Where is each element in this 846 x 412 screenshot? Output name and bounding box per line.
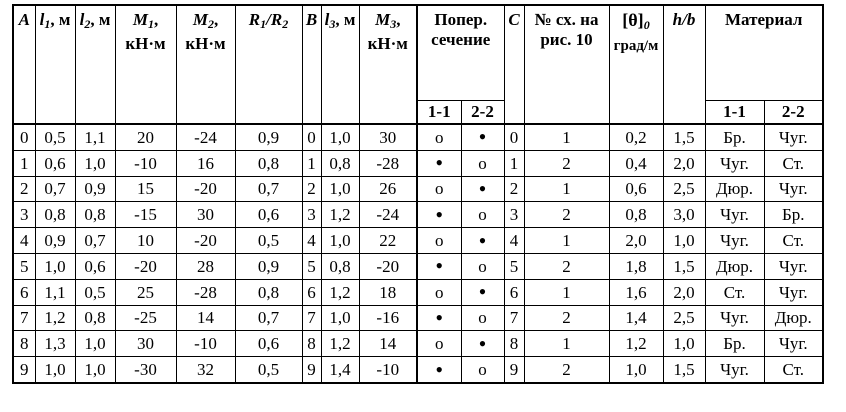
cell-section-2-2: o [461, 202, 504, 228]
cell-m3: -28 [359, 150, 417, 176]
cell-l1: 1,1 [35, 279, 75, 305]
cell-l2: 0,9 [75, 176, 115, 202]
table-row [13, 305, 823, 331]
cell-section-1-1: • [417, 305, 461, 331]
cell-r1-r2: 0,6 [235, 202, 302, 228]
cell-a: 4 [13, 228, 35, 254]
cell-l2: 0,8 [75, 305, 115, 331]
cell-material-2-2: Ст. [764, 150, 823, 176]
cell-l3: 0,8 [321, 253, 359, 279]
header-material: Материал [705, 5, 823, 101]
cell-section-2-2: • [461, 279, 504, 305]
header-b: B [302, 5, 321, 124]
cell-scheme: 2 [524, 150, 609, 176]
cell-scheme: 2 [524, 357, 609, 383]
header-scheme: № сх. на рис. 10 [524, 5, 609, 124]
cell-theta: 1,4 [609, 305, 663, 331]
table-body [13, 124, 823, 383]
table-row [13, 150, 823, 176]
cell-l1: 0,8 [35, 202, 75, 228]
cell-section-1-1: o [417, 176, 461, 202]
cell-section-2-2: o [461, 305, 504, 331]
cell-theta: 0,6 [609, 176, 663, 202]
cell-b: 6 [302, 279, 321, 305]
cell-material-2-2: Чуг. [764, 176, 823, 202]
cell-theta: 1,6 [609, 279, 663, 305]
cell-material-2-2: Ст. [764, 357, 823, 383]
cell-l2: 1,0 [75, 357, 115, 383]
cell-m3: 30 [359, 124, 417, 150]
cell-m3: 22 [359, 228, 417, 254]
cell-m1: 25 [115, 279, 176, 305]
cell-a: 7 [13, 305, 35, 331]
cell-l1: 0,6 [35, 150, 75, 176]
cell-m1: 10 [115, 228, 176, 254]
cell-c: 8 [504, 331, 524, 357]
cell-a: 5 [13, 253, 35, 279]
cell-material-2-2: Чуг. [764, 331, 823, 357]
cell-l3: 1,0 [321, 228, 359, 254]
cell-l2: 1,1 [75, 124, 115, 150]
variants-table [12, 4, 824, 384]
cell-scheme: 1 [524, 331, 609, 357]
cell-r1-r2: 0,7 [235, 176, 302, 202]
cell-l3: 0,8 [321, 150, 359, 176]
cell-hb: 3,0 [663, 202, 705, 228]
cell-c: 0 [504, 124, 524, 150]
cell-l2: 1,0 [75, 331, 115, 357]
cell-material-1-1: Дюр. [705, 253, 764, 279]
cell-c: 9 [504, 357, 524, 383]
cell-hb: 1,0 [663, 331, 705, 357]
cell-a: 0 [13, 124, 35, 150]
cell-scheme: 1 [524, 176, 609, 202]
cell-c: 6 [504, 279, 524, 305]
table-row [13, 202, 823, 228]
cell-l1: 0,5 [35, 124, 75, 150]
cell-b: 4 [302, 228, 321, 254]
cell-l1: 1,3 [35, 331, 75, 357]
cell-section-1-1: • [417, 253, 461, 279]
cell-section-1-1: • [417, 357, 461, 383]
header-section-2-2: 2-2 [461, 101, 504, 125]
cell-material-1-1: Бр. [705, 331, 764, 357]
cell-b: 8 [302, 331, 321, 357]
cell-scheme: 1 [524, 279, 609, 305]
cell-r1-r2: 0,8 [235, 279, 302, 305]
cell-section-1-1: o [417, 228, 461, 254]
cell-r1-r2: 0,6 [235, 331, 302, 357]
cell-section-2-2: o [461, 150, 504, 176]
cell-m1: -15 [115, 202, 176, 228]
cell-material-1-1: Чуг. [705, 228, 764, 254]
cell-l1: 1,2 [35, 305, 75, 331]
header-hb: h/b [663, 5, 705, 124]
cell-l1: 1,0 [35, 253, 75, 279]
cell-section-2-2: o [461, 357, 504, 383]
cell-hb: 1,5 [663, 357, 705, 383]
cell-material-2-2: Бр. [764, 202, 823, 228]
cell-hb: 1,5 [663, 253, 705, 279]
cell-m1: -10 [115, 150, 176, 176]
cell-m2: 16 [176, 150, 235, 176]
cell-r1-r2: 0,5 [235, 228, 302, 254]
cell-material-1-1: Чуг. [705, 150, 764, 176]
cell-a: 1 [13, 150, 35, 176]
cell-m2: 30 [176, 202, 235, 228]
table-row [13, 228, 823, 254]
cell-m2: -10 [176, 331, 235, 357]
cell-c: 3 [504, 202, 524, 228]
cell-section-2-2: o [461, 253, 504, 279]
cell-scheme: 2 [524, 305, 609, 331]
cell-a: 6 [13, 279, 35, 305]
cell-theta: 0,8 [609, 202, 663, 228]
header-section-1-1: 1-1 [417, 101, 461, 125]
cell-m2: -28 [176, 279, 235, 305]
cell-m1: 20 [115, 124, 176, 150]
cell-m2: 32 [176, 357, 235, 383]
cell-l3: 1,0 [321, 124, 359, 150]
cell-theta: 0,4 [609, 150, 663, 176]
cell-m1: 15 [115, 176, 176, 202]
cell-c: 1 [504, 150, 524, 176]
cell-r1-r2: 0,9 [235, 253, 302, 279]
cell-c: 4 [504, 228, 524, 254]
cell-m1: -20 [115, 253, 176, 279]
cell-m1: -30 [115, 357, 176, 383]
header-m1: $M_1$, кН·м [115, 5, 176, 124]
cell-material-1-1: Чуг. [705, 202, 764, 228]
cell-c: 2 [504, 176, 524, 202]
table-row [13, 357, 823, 383]
cell-section-1-1: • [417, 150, 461, 176]
cell-m3: -16 [359, 305, 417, 331]
header-theta: $[\theta]_0$ град/м [609, 5, 663, 124]
cell-m2: -20 [176, 176, 235, 202]
cell-m1: 30 [115, 331, 176, 357]
cell-m3: 26 [359, 176, 417, 202]
header-material-2-2: 2-2 [764, 101, 823, 125]
header-c: C [504, 5, 524, 124]
cell-hb: 1,0 [663, 228, 705, 254]
cell-b: 5 [302, 253, 321, 279]
cell-material-2-2: Чуг. [764, 279, 823, 305]
cell-b: 2 [302, 176, 321, 202]
cell-material-1-1: Чуг. [705, 305, 764, 331]
cell-scheme: 1 [524, 124, 609, 150]
cell-r1-r2: 0,7 [235, 305, 302, 331]
table-row [13, 331, 823, 357]
cell-m3: -20 [359, 253, 417, 279]
header-section: Попер. сечение [417, 5, 504, 101]
cell-c: 5 [504, 253, 524, 279]
cell-section-2-2: • [461, 228, 504, 254]
cell-material-2-2: Чуг. [764, 253, 823, 279]
table-row [13, 253, 823, 279]
header-m2: $M_2$, кН·м [176, 5, 235, 124]
cell-m2: 28 [176, 253, 235, 279]
cell-a: 9 [13, 357, 35, 383]
cell-m3: 18 [359, 279, 417, 305]
cell-theta: 0,2 [609, 124, 663, 150]
cell-m2: -20 [176, 228, 235, 254]
cell-m2: -24 [176, 124, 235, 150]
cell-material-1-1: Ст. [705, 279, 764, 305]
cell-theta: 1,2 [609, 331, 663, 357]
cell-b: 9 [302, 357, 321, 383]
cell-l1: 0,7 [35, 176, 75, 202]
header-l2: $l_2$, м [75, 5, 115, 124]
cell-m1: -25 [115, 305, 176, 331]
cell-section-2-2: • [461, 331, 504, 357]
cell-l3: 1,4 [321, 357, 359, 383]
cell-r1-r2: 0,5 [235, 357, 302, 383]
cell-scheme: 1 [524, 228, 609, 254]
table-row [13, 124, 823, 150]
cell-material-1-1: Дюр. [705, 176, 764, 202]
cell-material-2-2: Чуг. [764, 124, 823, 150]
cell-a: 3 [13, 202, 35, 228]
cell-l2: 0,5 [75, 279, 115, 305]
cell-b: 1 [302, 150, 321, 176]
cell-l1: 1,0 [35, 357, 75, 383]
cell-b: 7 [302, 305, 321, 331]
cell-r1-r2: 0,9 [235, 124, 302, 150]
cell-theta: 2,0 [609, 228, 663, 254]
cell-l2: 0,7 [75, 228, 115, 254]
cell-section-2-2: • [461, 124, 504, 150]
cell-section-1-1: o [417, 279, 461, 305]
cell-hb: 1,5 [663, 124, 705, 150]
cell-r1-r2: 0,8 [235, 150, 302, 176]
table-row [13, 176, 823, 202]
cell-section-1-1: o [417, 331, 461, 357]
cell-l2: 1,0 [75, 150, 115, 176]
cell-hb: 2,5 [663, 305, 705, 331]
cell-scheme: 2 [524, 202, 609, 228]
cell-l3: 1,2 [321, 202, 359, 228]
cell-section-1-1: • [417, 202, 461, 228]
cell-hb: 2,0 [663, 150, 705, 176]
cell-hb: 2,0 [663, 279, 705, 305]
cell-m3: -24 [359, 202, 417, 228]
cell-l3: 1,2 [321, 331, 359, 357]
cell-hb: 2,5 [663, 176, 705, 202]
cell-theta: 1,0 [609, 357, 663, 383]
cell-material-2-2: Ст. [764, 228, 823, 254]
cell-l2: 0,8 [75, 202, 115, 228]
cell-material-1-1: Бр. [705, 124, 764, 150]
cell-b: 0 [302, 124, 321, 150]
cell-a: 8 [13, 331, 35, 357]
cell-material-2-2: Дюр. [764, 305, 823, 331]
cell-material-1-1: Чуг. [705, 357, 764, 383]
cell-l3: 1,0 [321, 305, 359, 331]
cell-theta: 1,8 [609, 253, 663, 279]
header-material-1-1: 1-1 [705, 101, 764, 125]
cell-l2: 0,6 [75, 253, 115, 279]
cell-m2: 14 [176, 305, 235, 331]
header-r1-r2: $R_1/R_2$ [235, 5, 302, 124]
cell-m3: 14 [359, 331, 417, 357]
cell-a: 2 [13, 176, 35, 202]
cell-b: 3 [302, 202, 321, 228]
cell-m3: -10 [359, 357, 417, 383]
cell-section-1-1: o [417, 124, 461, 150]
cell-scheme: 2 [524, 253, 609, 279]
header-l3: $l_3$, м [321, 5, 359, 124]
header-l1: $l_1$, м [35, 5, 75, 124]
cell-l3: 1,0 [321, 176, 359, 202]
cell-section-2-2: • [461, 176, 504, 202]
cell-l3: 1,2 [321, 279, 359, 305]
variants-table-wrapper [12, 4, 824, 384]
cell-c: 7 [504, 305, 524, 331]
header-a: A [13, 5, 35, 124]
cell-l1: 0,9 [35, 228, 75, 254]
table-row [13, 279, 823, 305]
header-m3: $M_3$, кН·м [359, 5, 417, 124]
